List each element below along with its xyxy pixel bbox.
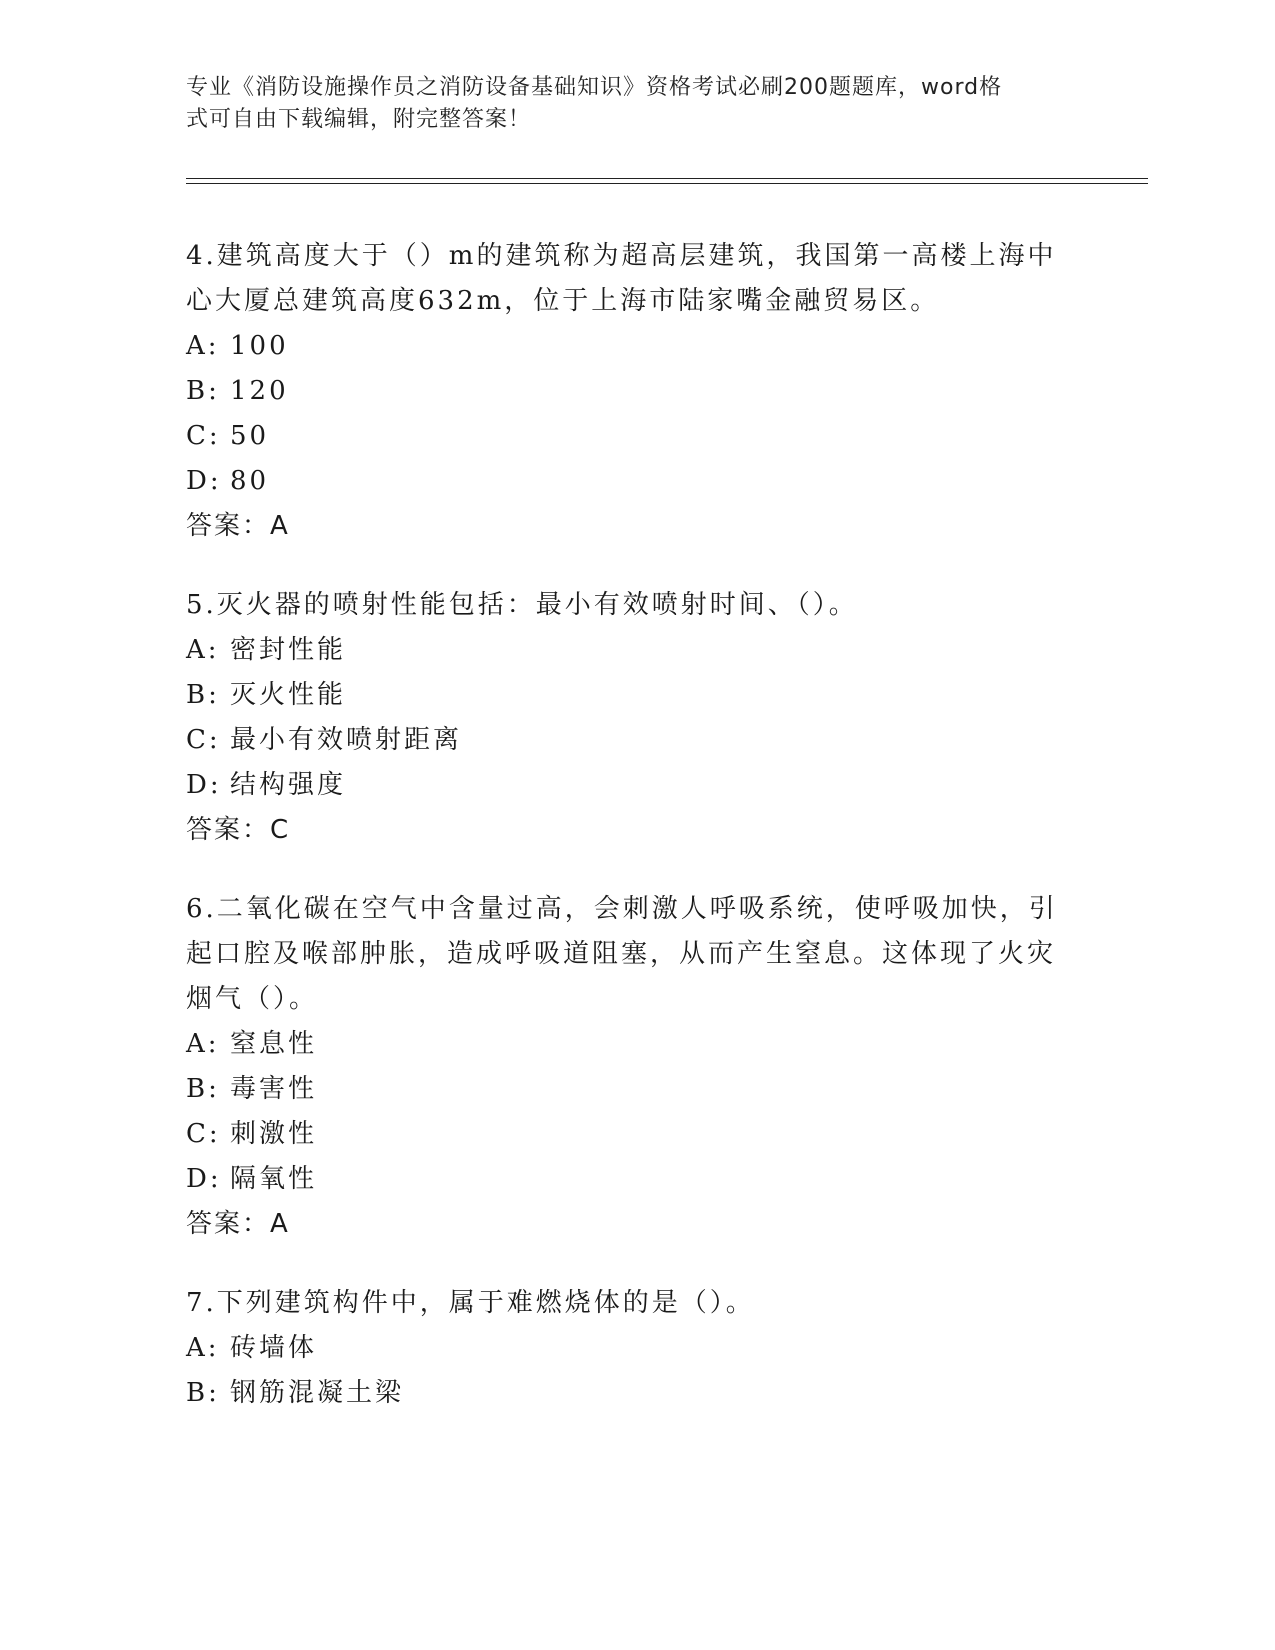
option-text: 120 bbox=[230, 376, 289, 406]
option-d bbox=[186, 459, 1086, 504]
question-5 bbox=[186, 583, 1086, 853]
option-letter: D: bbox=[186, 770, 222, 800]
option-text: 刺激性 bbox=[230, 1119, 318, 1149]
option-text: 隔氧性 bbox=[230, 1164, 318, 1194]
option-letter: D: bbox=[186, 466, 222, 496]
option-text: 密封性能 bbox=[230, 635, 347, 665]
option-text: 灭火性能 bbox=[230, 680, 347, 710]
option-letter: A: bbox=[186, 635, 220, 665]
question-stem: 4.建筑高度大于（）m的建筑称为超高层建筑，我国第一高楼上海中心大厦总建筑高度632m，位于上海市陆家嘴金融贸易区。 bbox=[186, 241, 1057, 316]
option-b bbox=[186, 1067, 1086, 1112]
question-stem: 5.灭火器的喷射性能包括：最小有效喷射时间、（）。 bbox=[186, 590, 858, 620]
option-text: 砖墙体 bbox=[230, 1333, 318, 1363]
answer-line: 答案：A bbox=[186, 511, 290, 541]
option-b bbox=[186, 673, 1086, 718]
option-text: 毒害性 bbox=[230, 1074, 318, 1104]
option-a bbox=[186, 1326, 1086, 1371]
option-text: 100 bbox=[230, 331, 289, 361]
header-divider-top bbox=[186, 178, 1148, 179]
option-text: 50 bbox=[230, 421, 270, 451]
option-d bbox=[186, 763, 1086, 808]
header-divider-bottom bbox=[186, 183, 1148, 184]
option-letter: A: bbox=[186, 1333, 220, 1363]
option-letter: A: bbox=[186, 1029, 220, 1059]
option-text: 80 bbox=[230, 466, 270, 496]
option-letter: D: bbox=[186, 1164, 222, 1194]
answer-line: 答案：C bbox=[186, 815, 291, 845]
header-line-1: 专业《消防设施操作员之消防设备基础知识》资格考试必刷200题题库，word格 bbox=[186, 75, 1003, 100]
header-line-2: 式可自由下载编辑，附完整答案！ bbox=[186, 107, 532, 132]
option-letter: B: bbox=[186, 1074, 220, 1104]
option-a bbox=[186, 628, 1086, 673]
question-4 bbox=[186, 234, 1086, 549]
option-a bbox=[186, 1022, 1086, 1067]
option-text: 结构强度 bbox=[230, 770, 347, 800]
question-stem: 7.下列建筑构件中，属于难燃烧体的是（）。 bbox=[186, 1288, 755, 1318]
option-c bbox=[186, 414, 1086, 459]
question-6 bbox=[186, 887, 1086, 1247]
option-text: 最小有效喷射距离 bbox=[230, 725, 463, 755]
option-d bbox=[186, 1157, 1086, 1202]
document-header bbox=[186, 72, 1066, 136]
option-letter: B: bbox=[186, 376, 220, 406]
option-letter: C: bbox=[186, 1119, 221, 1149]
option-a bbox=[186, 324, 1086, 369]
question-7 bbox=[186, 1281, 1086, 1416]
option-b bbox=[186, 369, 1086, 414]
option-letter: A: bbox=[186, 331, 220, 361]
option-text: 窒息性 bbox=[230, 1029, 318, 1059]
question-list bbox=[186, 234, 1086, 1450]
option-c bbox=[186, 1112, 1086, 1157]
option-b bbox=[186, 1371, 1086, 1416]
option-letter: C: bbox=[186, 725, 221, 755]
option-text: 钢筋混凝土梁 bbox=[230, 1378, 405, 1408]
question-stem: 6.二氧化碳在空气中含量过高，会刺激人呼吸系统，使呼吸加快，引起口腔及喉部肿胀，造成呼吸道阻塞，从而产生窒息。这体现了火灾烟气（）。 bbox=[186, 894, 1058, 1014]
answer-line: 答案：A bbox=[186, 1209, 290, 1239]
option-letter: B: bbox=[186, 680, 220, 710]
option-letter: C: bbox=[186, 421, 221, 451]
option-letter: B: bbox=[186, 1378, 220, 1408]
option-c bbox=[186, 718, 1086, 763]
